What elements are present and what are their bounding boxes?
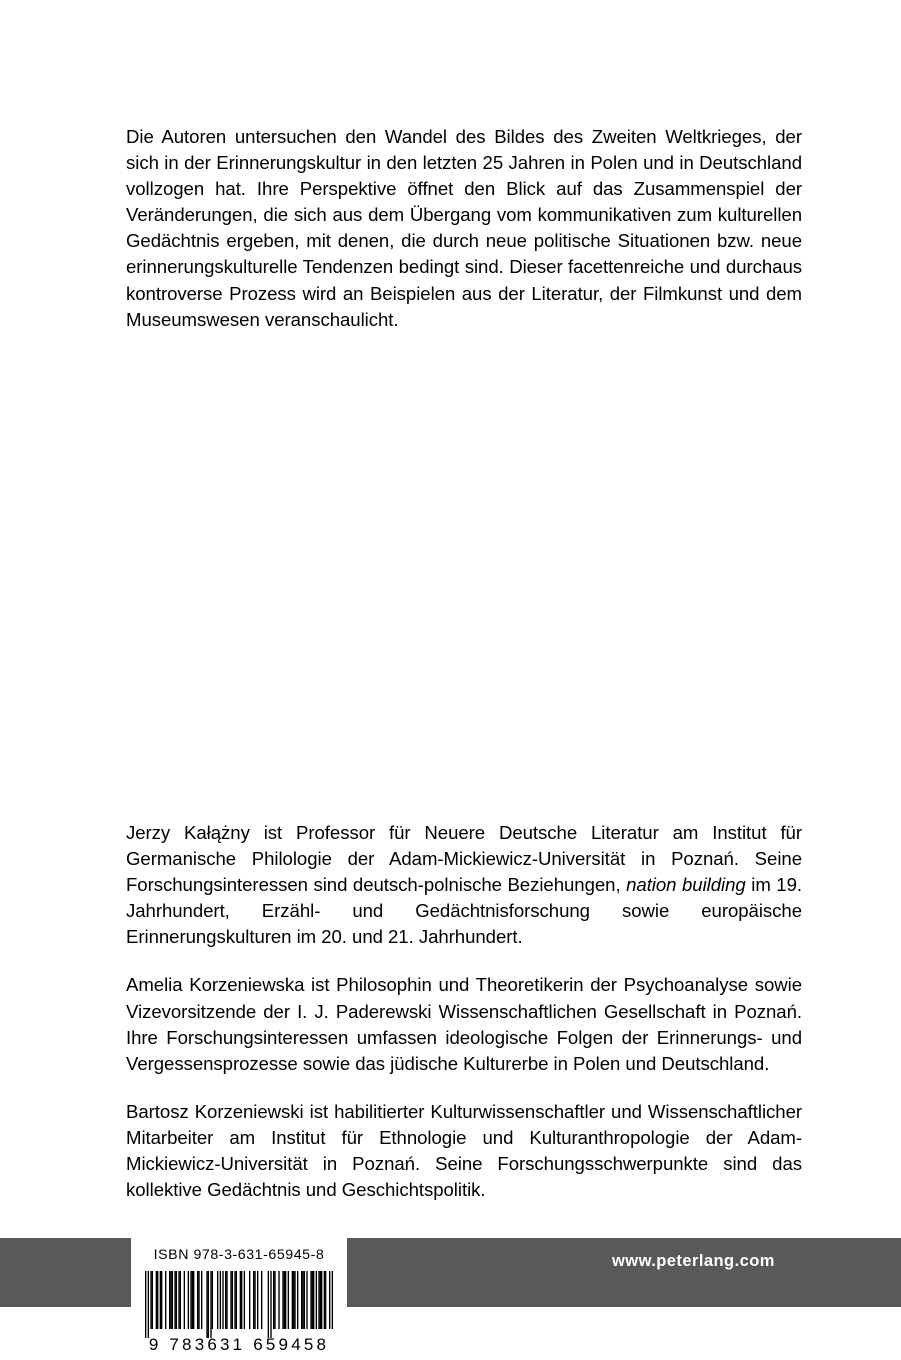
barcode-block [131,1238,347,1360]
isbn-label: ISBN 978-3-631-65945-8 [153,1247,325,1263]
description-paragraph: Die Autoren untersuchen den Wandel des Bildes des Zweiten Weltkrieges, der sich in der Erinnerungskultur in den letzten 25 Jahren in Polen und in Deutschland vollzogen hat. Ihre Perspektive öffnet den Blick auf das Zusammenspiel der Veränderungen, die sich aus dem Übergang vom kommunikativen zum kulturellen Gedächtnis ergeben, mit denen, die durch neue politische Situationen bzw. neue erinnerungskulturelle Tendenzen bedingt sind. Dieser facettenreiche und durchaus kontroverse Prozess wird an Beispielen aus der Literatur, der Filmkunst und dem Museumswesen veranschaulicht. [126,126,802,330]
bio-korzeniewski: Bartosz Korzeniewski ist habilitierter Kulturwissenschaftler und Wissenschaftlicher Mitarbeiter am Institut für Ethnologie und Kulturanthropologie der Adam-Mickiewicz-Universität in Poznań. Seine Forschungsschwerpunkte sind das kollektive Gedächtnis und Geschichtspolitik. [126,1100,802,1201]
publisher-website[interactable]: www.peterlang.com [612,1252,775,1270]
bio-kalazny-italic-term: nation building [626,874,746,896]
book-description [126,124,802,333]
bio-kalazny-part2: im 19. Jahrhundert, Erzähl- und Gedächtnisforschung sowie europäische Erinnerungskulturen im 20. und 21. Jahrhundert. [126,874,802,948]
author-bios [126,820,802,1203]
bio-korzeniewska: Amelia Korzeniewska ist Philosophin und Theoretikerin der Psychoanalyse sowie Vizevorsitzende der I. J. Paderewski Wissenschaftlichen Gesellschaft in Poznań. Ihre Forschungsinteressen umfassen ideologische Folgen der Erinnerungs- und Vergessensprozesse sowie das jüdische Kulturerbe in Polen und Deutschland. [126,974,802,1074]
bio-kalazny [126,820,802,950]
barcode-bars-icon [145,1271,333,1338]
bio-kalazny-part1: Jerzy Kałążny ist Professor für Neuere Deutsche Literatur am Institut für Germanische Philologie der Adam-Mickiewicz-Universität in Poznań. Seine Forschungsinteressen sind deutsch-polnische Beziehungen, [126,822,802,896]
ean-digits: 9 783631 659458 [148,1335,330,1354]
